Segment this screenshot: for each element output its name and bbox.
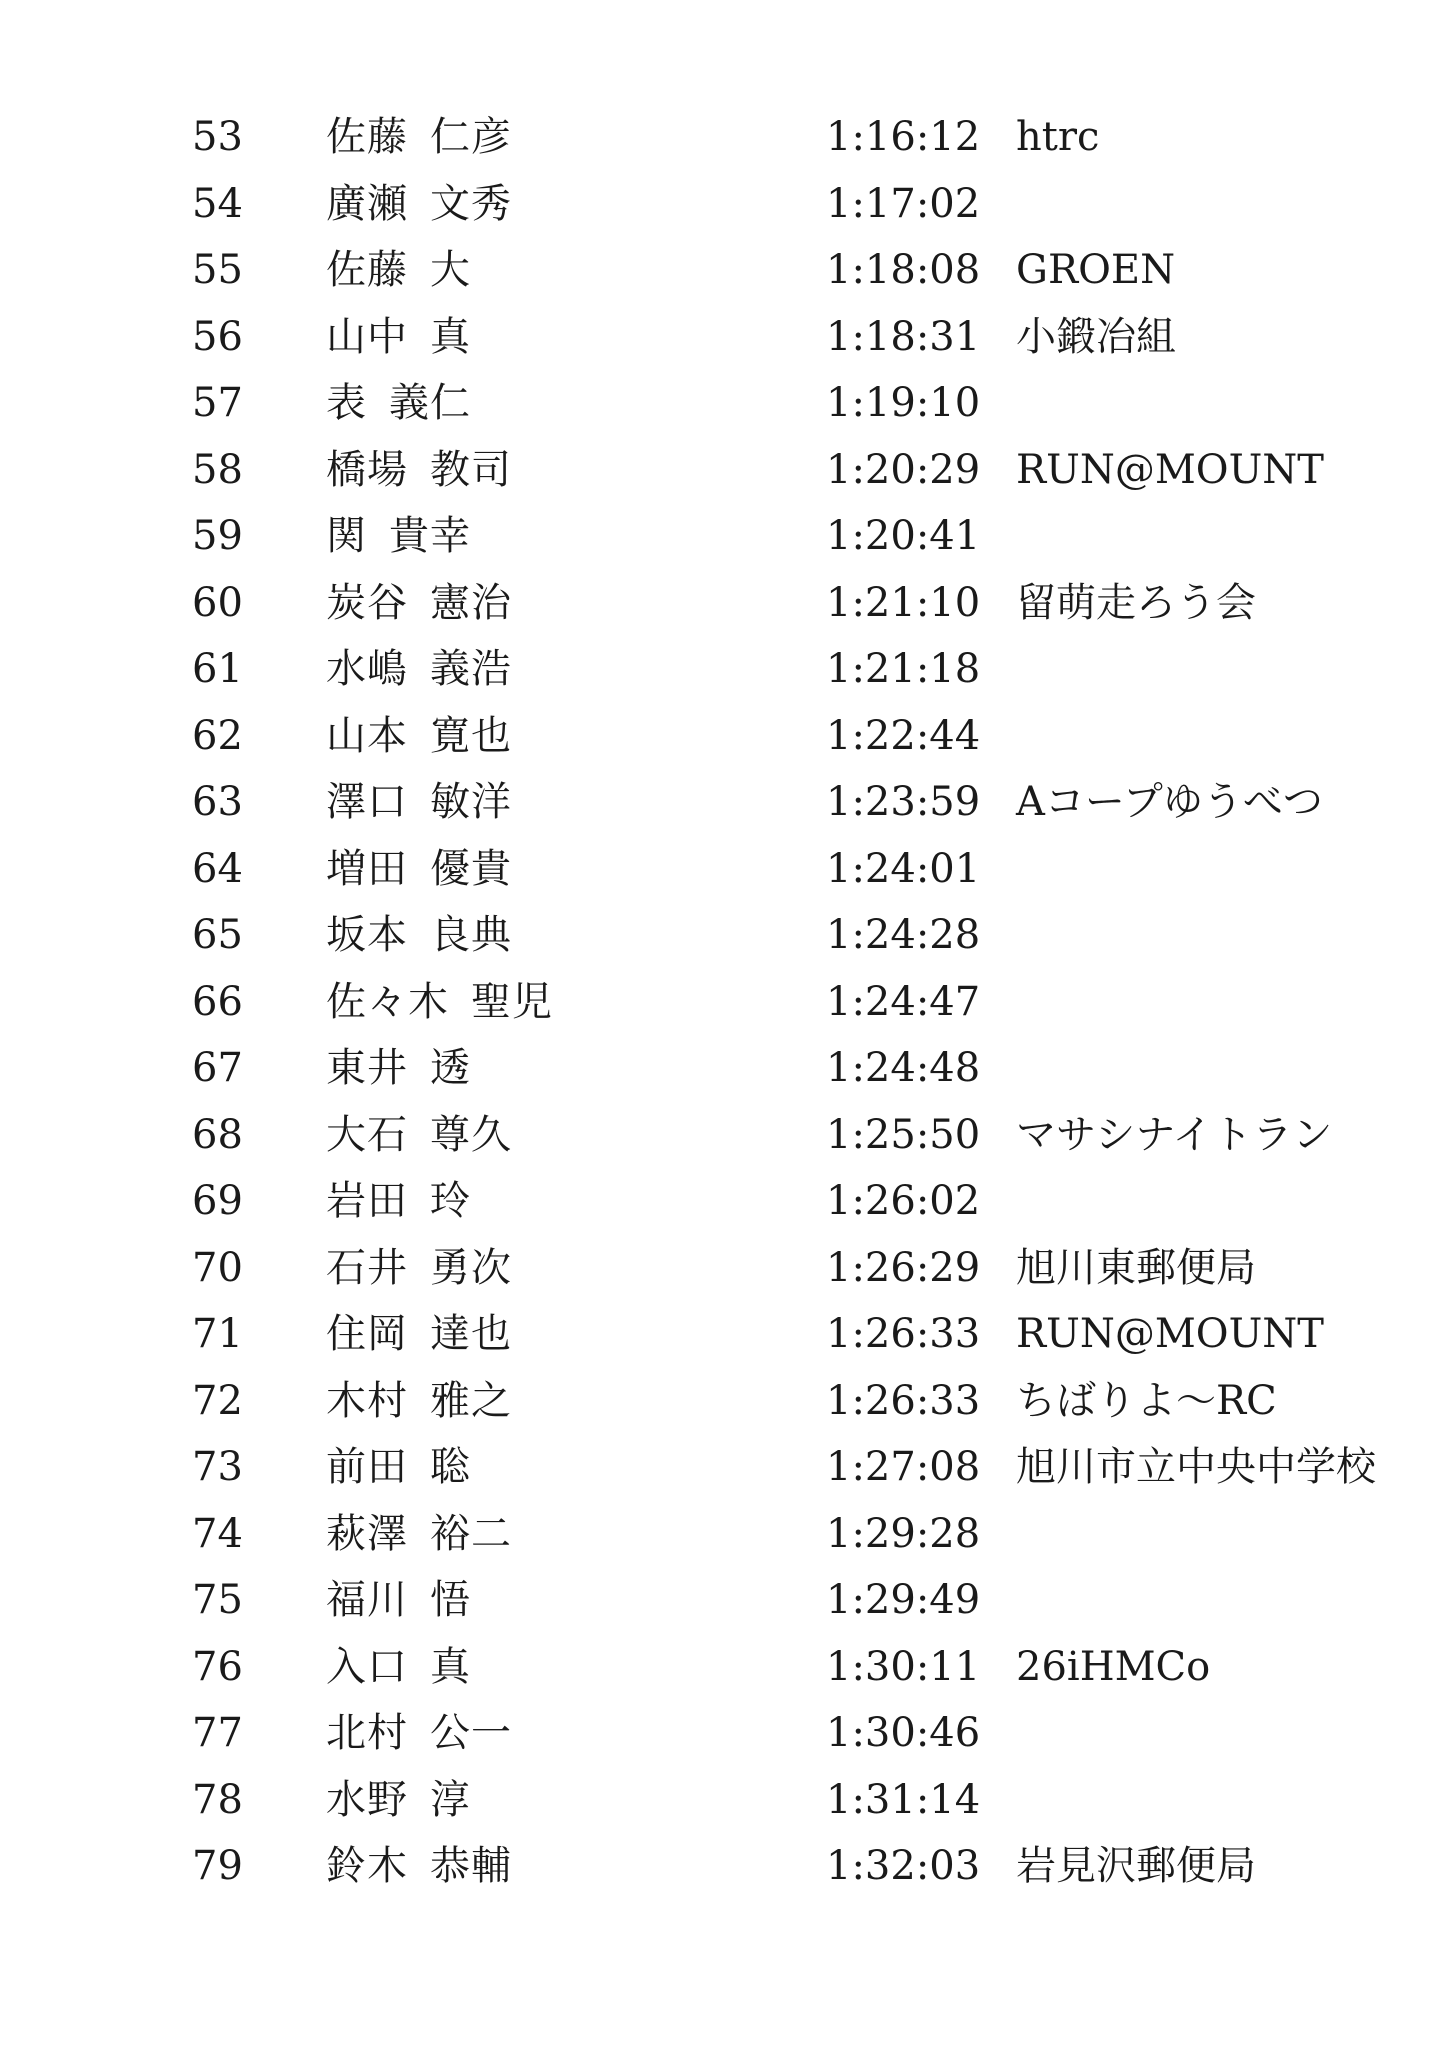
result-row xyxy=(0,570,1448,637)
result-row xyxy=(0,1767,1448,1834)
result-row xyxy=(0,1102,1448,1169)
runner-name xyxy=(326,636,512,703)
runner-name xyxy=(326,1235,512,1302)
finish-time: 1:24:47 xyxy=(826,978,981,1025)
given-name: 真 xyxy=(430,313,471,360)
team-name: GROEN xyxy=(1016,247,1176,293)
rank: 69 xyxy=(192,1178,243,1224)
finish-time: 1:25:50 xyxy=(826,1111,981,1158)
team-name: 旭川東郵便局 xyxy=(1016,1244,1256,1291)
rank: 55 xyxy=(192,247,243,293)
family-name: 関 xyxy=(326,513,367,559)
family-name: 石井 xyxy=(326,1244,408,1291)
result-row xyxy=(0,1700,1448,1767)
finish-time: 1:20:29 xyxy=(826,446,981,493)
runner-name xyxy=(326,1301,512,1368)
family-name: 坂本 xyxy=(326,912,408,958)
team-name: RUN@MOUNT xyxy=(1016,1311,1324,1357)
family-name: 水嶋 xyxy=(326,646,408,692)
finish-time: 1:19:10 xyxy=(826,380,981,426)
rank: 58 xyxy=(192,446,243,493)
result-row xyxy=(0,1567,1448,1634)
given-name: 恭輔 xyxy=(430,1843,512,1889)
runner-name xyxy=(326,304,471,371)
given-name: 淳 xyxy=(430,1776,471,1823)
family-name: 萩澤 xyxy=(326,1510,408,1557)
given-name: 真 xyxy=(430,1643,471,1690)
given-name: 義仁 xyxy=(389,380,471,426)
given-name: 教司 xyxy=(430,446,512,493)
runner-name xyxy=(326,237,471,304)
given-name: 大 xyxy=(430,247,471,293)
finish-time: 1:32:03 xyxy=(826,1843,981,1889)
result-row xyxy=(0,1368,1448,1435)
family-name: 木村 xyxy=(326,1377,408,1424)
result-row xyxy=(0,1235,1448,1302)
finish-time: 1:29:49 xyxy=(826,1577,981,1623)
result-row xyxy=(0,104,1448,171)
runner-name xyxy=(326,902,512,969)
finish-time: 1:20:41 xyxy=(826,513,981,559)
family-name: 福川 xyxy=(326,1577,408,1623)
given-name: 義浩 xyxy=(430,646,512,692)
team-name: 旭川市立中央中学校 xyxy=(1016,1444,1376,1490)
finish-time: 1:18:08 xyxy=(826,247,981,293)
team-name: Aコープゆうべつ xyxy=(1016,779,1323,825)
family-name: 入口 xyxy=(326,1643,408,1690)
result-row xyxy=(0,503,1448,570)
family-name: 佐藤 xyxy=(326,114,408,160)
rank: 75 xyxy=(192,1577,243,1623)
runner-name xyxy=(326,1767,471,1834)
runner-name xyxy=(326,171,512,238)
given-name: 裕二 xyxy=(430,1510,512,1557)
given-name: 尊久 xyxy=(430,1111,512,1158)
given-name: 聡 xyxy=(430,1444,471,1490)
runner-name xyxy=(326,1567,471,1634)
given-name: 達也 xyxy=(430,1311,512,1357)
result-row xyxy=(0,171,1448,238)
runner-name xyxy=(326,104,512,171)
rank: 60 xyxy=(192,579,243,626)
finish-time: 1:26:02 xyxy=(826,1178,981,1224)
rank: 65 xyxy=(192,912,243,958)
result-row xyxy=(0,1833,1448,1900)
given-name: 玲 xyxy=(430,1178,471,1224)
rank: 63 xyxy=(192,779,243,825)
given-name: 憲治 xyxy=(430,579,512,626)
runner-name xyxy=(326,1634,471,1701)
team-name: 26iHMCo xyxy=(1016,1643,1211,1690)
family-name: 佐藤 xyxy=(326,247,408,293)
rank: 73 xyxy=(192,1444,243,1490)
rank: 53 xyxy=(192,114,243,160)
family-name: 増田 xyxy=(326,845,408,892)
team-name: 小鍛冶組 xyxy=(1016,313,1176,360)
rank: 57 xyxy=(192,380,243,426)
rank: 70 xyxy=(192,1244,243,1291)
rank: 78 xyxy=(192,1776,243,1823)
team-name: 岩見沢郵便局 xyxy=(1016,1843,1256,1889)
result-row xyxy=(0,1301,1448,1368)
result-row xyxy=(0,1035,1448,1102)
finish-time: 1:30:46 xyxy=(826,1710,981,1756)
finish-time: 1:22:44 xyxy=(826,712,981,759)
finish-time: 1:24:48 xyxy=(826,1045,981,1091)
finish-time: 1:26:29 xyxy=(826,1244,981,1291)
rank: 61 xyxy=(192,646,243,692)
results-table xyxy=(0,104,1448,1900)
given-name: 文秀 xyxy=(430,180,512,227)
family-name: 北村 xyxy=(326,1710,408,1756)
rank: 62 xyxy=(192,712,243,759)
result-row xyxy=(0,1501,1448,1568)
runner-name xyxy=(326,1035,471,1102)
family-name: 水野 xyxy=(326,1776,408,1823)
family-name: 大石 xyxy=(326,1111,408,1158)
result-row xyxy=(0,1634,1448,1701)
rank: 56 xyxy=(192,313,243,360)
team-name: htrc xyxy=(1016,114,1100,160)
result-row xyxy=(0,969,1448,1036)
finish-time: 1:24:01 xyxy=(826,845,981,892)
runner-name xyxy=(326,437,512,504)
rank: 68 xyxy=(192,1111,243,1158)
finish-time: 1:18:31 xyxy=(826,313,981,360)
rank: 64 xyxy=(192,845,243,892)
team-name: ちばりよ～RC xyxy=(1016,1377,1277,1424)
runner-name xyxy=(326,570,512,637)
runner-name xyxy=(326,1368,512,1435)
team-name: RUN@MOUNT xyxy=(1016,446,1324,493)
finish-time: 1:23:59 xyxy=(826,779,981,825)
rank: 72 xyxy=(192,1377,243,1424)
finish-time: 1:29:28 xyxy=(826,1510,981,1557)
family-name: 山中 xyxy=(326,313,408,360)
given-name: 公一 xyxy=(430,1710,512,1756)
runner-name xyxy=(326,836,512,903)
family-name: 廣瀬 xyxy=(326,180,408,227)
rank: 76 xyxy=(192,1643,243,1690)
rank: 71 xyxy=(192,1311,243,1357)
family-name: 東井 xyxy=(326,1045,408,1091)
given-name: 雅之 xyxy=(430,1377,512,1424)
result-row xyxy=(0,902,1448,969)
finish-time: 1:30:11 xyxy=(826,1643,981,1690)
given-name: 悟 xyxy=(430,1577,471,1623)
rank: 59 xyxy=(192,513,243,559)
team-name: マサシナイトラン xyxy=(1016,1111,1333,1158)
family-name: 岩田 xyxy=(326,1178,408,1224)
family-name: 山本 xyxy=(326,712,408,759)
rank: 66 xyxy=(192,978,243,1025)
result-row xyxy=(0,370,1448,437)
runner-name xyxy=(326,1833,512,1900)
result-row xyxy=(0,703,1448,770)
runner-name xyxy=(326,769,512,836)
runner-name xyxy=(326,1168,471,1235)
family-name: 住岡 xyxy=(326,1311,408,1357)
given-name: 良典 xyxy=(430,912,512,958)
given-name: 聖児 xyxy=(471,978,553,1025)
family-name: 橋場 xyxy=(326,446,408,493)
result-row xyxy=(0,769,1448,836)
given-name: 優貴 xyxy=(430,845,512,892)
result-row xyxy=(0,1168,1448,1235)
runner-name xyxy=(326,503,471,570)
result-row xyxy=(0,836,1448,903)
family-name: 佐々木 xyxy=(326,978,449,1025)
result-row xyxy=(0,437,1448,504)
runner-name xyxy=(326,1434,471,1501)
result-row xyxy=(0,1434,1448,1501)
runner-name xyxy=(326,969,553,1036)
finish-time: 1:16:12 xyxy=(826,114,981,160)
family-name: 鈴木 xyxy=(326,1843,408,1889)
given-name: 敏洋 xyxy=(430,779,512,825)
finish-time: 1:27:08 xyxy=(826,1444,981,1490)
finish-time: 1:31:14 xyxy=(826,1776,981,1823)
runner-name xyxy=(326,1501,512,1568)
result-row xyxy=(0,304,1448,371)
runner-name xyxy=(326,703,512,770)
finish-time: 1:24:28 xyxy=(826,912,981,958)
runner-name xyxy=(326,1700,512,1767)
family-name: 表 xyxy=(326,380,367,426)
given-name: 透 xyxy=(430,1045,471,1091)
given-name: 勇次 xyxy=(430,1244,512,1291)
rank: 67 xyxy=(192,1045,243,1091)
runner-name xyxy=(326,370,471,437)
finish-time: 1:26:33 xyxy=(826,1311,981,1357)
finish-time: 1:21:10 xyxy=(826,579,981,626)
finish-time: 1:21:18 xyxy=(826,646,981,692)
runner-name xyxy=(326,1102,512,1169)
result-row xyxy=(0,636,1448,703)
given-name: 仁彦 xyxy=(430,114,512,160)
finish-time: 1:26:33 xyxy=(826,1377,981,1424)
team-name: 留萌走ろう会 xyxy=(1016,579,1256,626)
finish-time: 1:17:02 xyxy=(826,180,981,227)
family-name: 澤口 xyxy=(326,779,408,825)
result-row xyxy=(0,237,1448,304)
rank: 54 xyxy=(192,180,243,227)
given-name: 寛也 xyxy=(430,712,512,759)
family-name: 前田 xyxy=(326,1444,408,1490)
rank: 77 xyxy=(192,1710,243,1756)
rank: 74 xyxy=(192,1510,243,1557)
family-name: 炭谷 xyxy=(326,579,408,626)
given-name: 貴幸 xyxy=(389,513,471,559)
rank: 79 xyxy=(192,1843,243,1889)
